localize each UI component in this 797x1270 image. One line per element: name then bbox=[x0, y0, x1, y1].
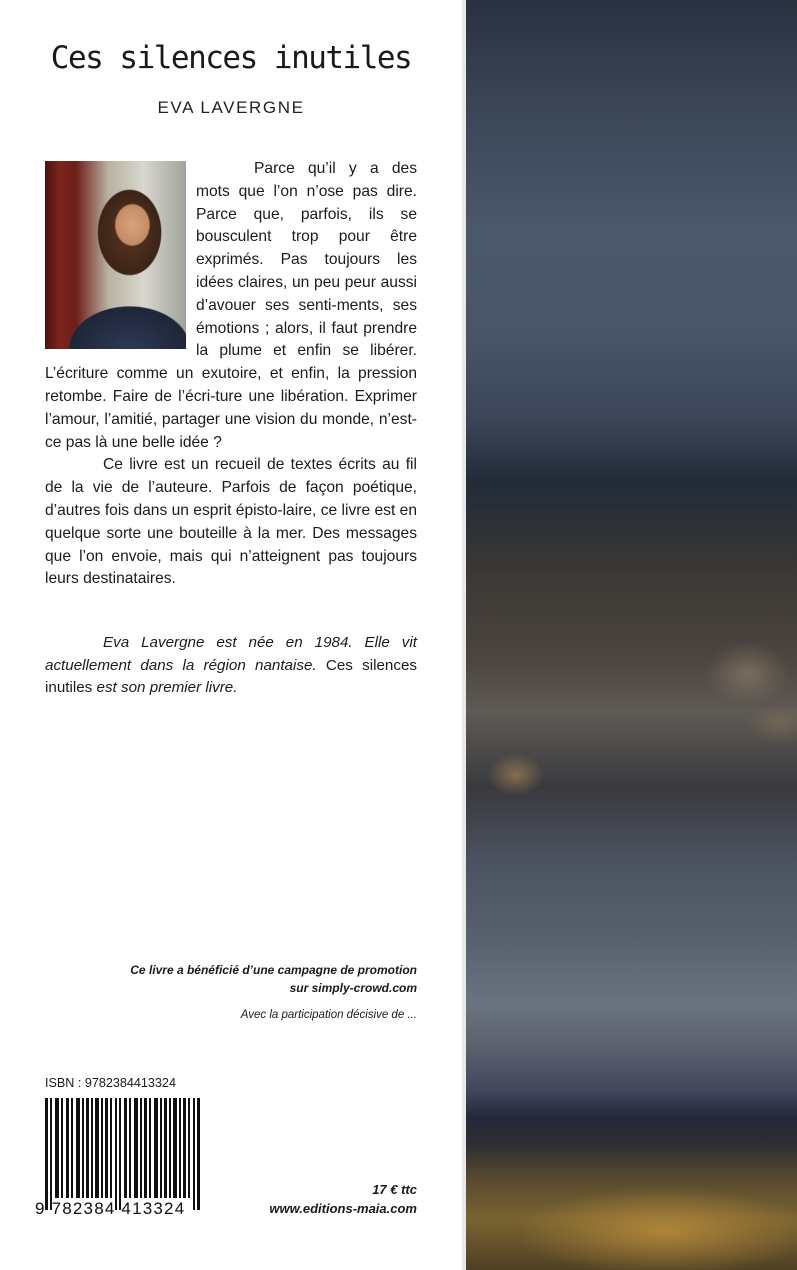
promotion-line-1: Ce livre a bénéficié d’une campagne de promotion bbox=[130, 963, 417, 977]
bio-paragraph bbox=[45, 632, 417, 700]
barcode-digits: 9 782384 413324 bbox=[35, 1199, 186, 1218]
barcode-bars bbox=[45, 1098, 201, 1210]
summary-paragraph-1: Parce qu’il y a des mots que l’on n’ose pas dire. Parce que, parfois, ils se bousculent trop pour être exprimés. Pas toujours les idées claires, un peu peur aussi d’avouer ses senti-ments, ses émotions ; alors, il faut prendre la plume et enfin se libérer. L’écriture comme un exutoire, et enfin, la pression retombe. Faire de l’écri-ture une libération. Exprimer l’amour, l’amitié, partager une vision du monde, n’est-ce pas là une belle idée ? bbox=[45, 160, 417, 451]
author-name: EVA LAVERGNE bbox=[157, 98, 305, 117]
participation-note: Avec la participation décisive de ... bbox=[240, 1009, 417, 1021]
bio-book-title: Ces silences inutiles bbox=[45, 656, 417, 697]
isbn-label: ISBN : 9782384413324 bbox=[45, 1076, 176, 1090]
book-title: Ces silences inutiles bbox=[50, 40, 412, 76]
price: 17 € ttc bbox=[372, 1182, 417, 1197]
publisher-website: www.editions-maia.com bbox=[269, 1201, 417, 1216]
author-bio bbox=[45, 632, 417, 700]
photo-wrap-spacer bbox=[45, 158, 196, 348]
summary-paragraph-2: Ce livre est un recueil de textes écrits au fil de la vie de l’auteure. Parfois de façon poétique, d’autres fois dans un esprit épisto-laire, ce livre est en quelque sorte une bouteille à la mer. Des messages que l’on envoie, mais qui n’atteignent pas toujours leurs destinataires. bbox=[45, 456, 417, 588]
cover-photo-panel bbox=[466, 0, 797, 1270]
promotion-line-2: sur simply-crowd.com bbox=[289, 980, 417, 995]
promotion-note bbox=[77, 962, 417, 997]
bio-text-1: Eva Lavergne est née en 1984. Elle vit actuellement dans la région nantaise. bbox=[45, 634, 417, 674]
book-summary bbox=[45, 158, 417, 591]
bio-text-2: est son premier livre. bbox=[96, 679, 238, 697]
